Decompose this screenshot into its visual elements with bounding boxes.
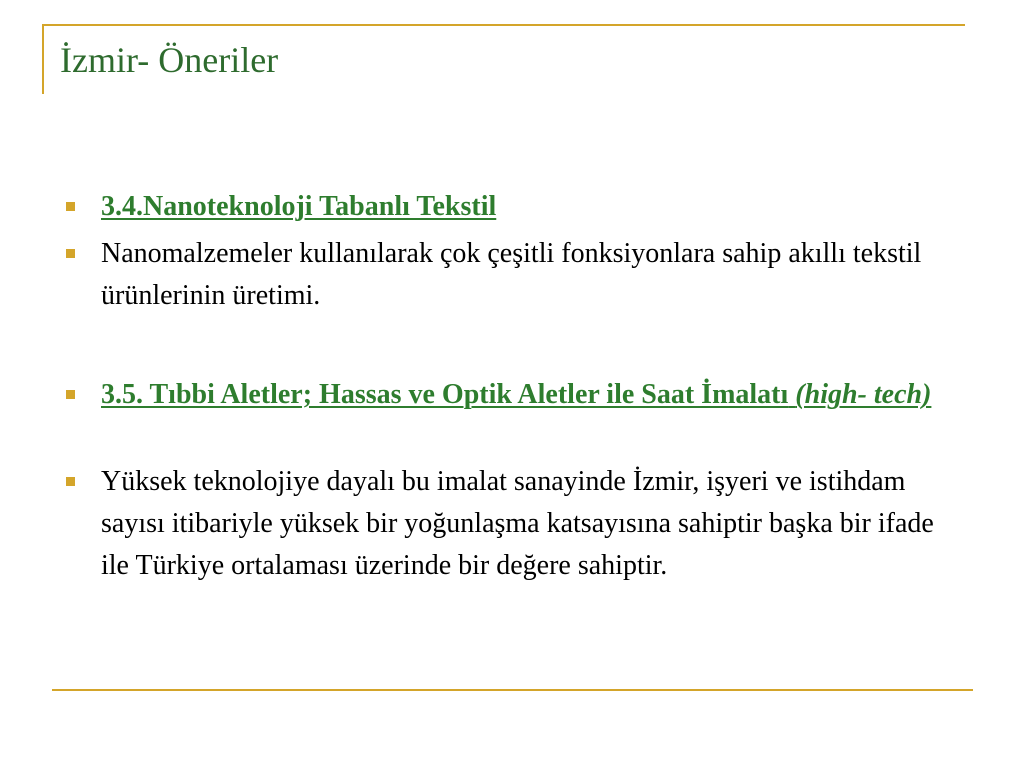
slide-title: İzmir- Öneriler bbox=[60, 40, 279, 80]
bottom-decorative-rule bbox=[52, 689, 973, 691]
bullet-item-medical-description bbox=[66, 461, 946, 587]
top-decorative-rule bbox=[42, 24, 965, 26]
bullet-item-nanotech-description bbox=[66, 233, 946, 317]
bullet-item-nanotech-heading bbox=[66, 186, 946, 228]
medical-description-text: Yüksek teknolojiye dayalı bu imalat sanayinde İzmir, işyeri ve istihdam sayısı itibariyle yüksek bir yoğunlaşma katsayısına sahiptir başka bir ifade ile Türkiye ortalaması üzerinde bir değere sahiptir. bbox=[101, 466, 934, 581]
nanotech-heading-link[interactable]: 3.4.Nanoteknoloji Tabanlı Tekstil bbox=[101, 191, 497, 222]
square-bullet-icon bbox=[66, 390, 75, 399]
nanotech-description-text: Nanomalzemeler kullanılarak çok çeşitli fonksiyonlara sahip akıllı tekstil ürünlerinin üretimi. bbox=[101, 238, 922, 311]
square-bullet-icon bbox=[66, 477, 75, 486]
bullet-item-medical-heading bbox=[66, 374, 946, 416]
medical-instruments-heading-link[interactable] bbox=[101, 379, 931, 410]
medical-heading-text: 3.5. Tıbbi Aletler; Hassas ve Optik Aletler ile Saat İmalatı bbox=[101, 379, 789, 410]
square-bullet-icon bbox=[66, 202, 75, 211]
square-bullet-icon bbox=[66, 249, 75, 258]
left-decorative-rule bbox=[42, 24, 44, 94]
high-tech-label: (high- tech) bbox=[795, 379, 932, 410]
